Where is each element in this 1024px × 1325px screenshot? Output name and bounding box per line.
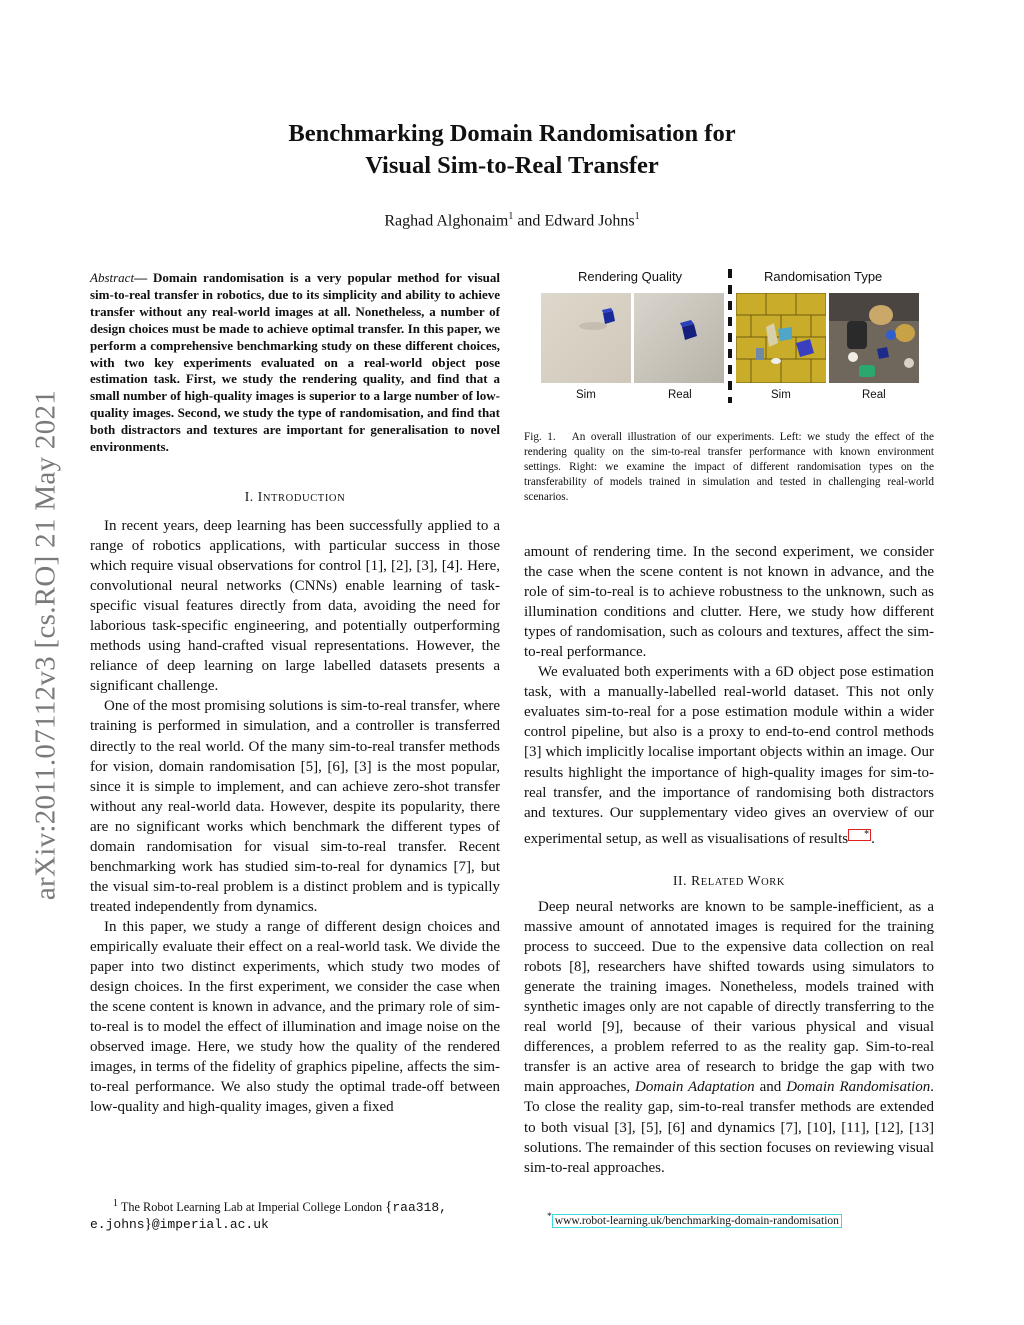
- figure-heading-rendering-quality: Rendering Quality: [578, 269, 683, 284]
- label-sim-2: Sim: [771, 389, 791, 401]
- image-randomisation-real: [829, 293, 919, 383]
- email-brace-close: }: [144, 1216, 152, 1233]
- introduction-body: [90, 516, 500, 1117]
- section-title-initial: R: [691, 873, 701, 888]
- affiliation-mark: 1: [634, 211, 640, 222]
- abstract-text: Domain randomisation is a very popular method for visual sim-to-real transfer in robotics, due to its simplicity and ability to achieve transfer without any real-world images at all. Nonetheless, a number of design choices must be made to achieve optimal transfer. In this paper, we perform a comprehensive benchmarking study on these different choices, with two key experiments evaluated on a real-world object pose estimation task. First, we study the rendering quality, and find that a small number of high-quality images is superior to a large number of low-quality images. Second, we study the type of randomisation, and find that both distractors and textures are important for generalisation to novel environments.: [90, 270, 500, 455]
- email-part-b: e.johns: [90, 1217, 145, 1233]
- section-number: II.: [672, 873, 688, 888]
- section-heading-introduction: [90, 489, 500, 505]
- email-brace-open: {: [385, 1199, 393, 1216]
- paragraph: [524, 897, 934, 1178]
- paragraph-text: We evaluated both experiments with a 6D object pose estimation task, with a manually-labelled real-world dataset. This not only evaluates sim-to-real for a pose estimation module within a wider control pipeline, but also is a proxy to end-to-end control methods [3] which implicitly localise important objects within an image. Our results highlight the importance of high-quality images for sim-to-real transfer, and the importance of randomising both distractors and textures. Our supplementary video gives an overview of our experimental setup, as well as visualisations of results: [524, 664, 934, 847]
- term-domain-adaptation: Domain Adaptation: [635, 1079, 755, 1096]
- figure-heading-randomisation-type: Randomisation Type: [764, 269, 883, 284]
- figure-1: [538, 265, 922, 415]
- label-real-2: Real: [862, 389, 886, 401]
- section-title-initial: W: [747, 873, 762, 888]
- title-line-2: Visual Sim-to-Real Transfer: [365, 152, 659, 179]
- abstract: [90, 270, 500, 456]
- paragraph: [524, 662, 934, 848]
- related-work-body: [524, 897, 934, 1178]
- figure-divider: [728, 269, 732, 403]
- author-1: Raghad Alghonaim: [384, 212, 509, 230]
- paper-title: [0, 118, 1024, 182]
- email-part-a: raa318,: [392, 1200, 447, 1216]
- title-line-1: Benchmarking Domain Randomisation for: [288, 120, 736, 147]
- paragraph: One of the most promising solutions is sim-to-real transfer, where training is performed in simulation, and a controller is transferred directly to the real world. Of the many sim-to-real transfer methods for vision, domain randomisation [5], [6], [3] is the most popular, since it is simple to implement, and can achieve zero-shot transfer without any real-world data. However, despite its popularity, there are no significant works which benchmark the different types of domain randomisation for visual sim-to-real transfer. Recent benchmarking work has studied sim-to-real for dynamics [7], but the visual sim-to-real problem is a distinct problem and is typically treated independently from dynamics.: [90, 698, 500, 915]
- abstract-label: Abstract: [90, 270, 135, 285]
- paragraph: amount of rendering time. In the second experiment, we consider the case when the scene content is not known in advance, and the role of sim-to-real is to achieve robustness to the unknown, such as illumination conditions and clutter. Here, we study how different types of randomisation, such as colours and textures, affect the sim-to-real performance.: [524, 544, 934, 661]
- paragraph-text: Deep neural networks are known to be sample-inefficient, as a massive amount of annotated images is required for the training process to succeed. Due to the expensive data collection on real robots [8], researchers have shifted towards using simulators to generate the training images. Nonetheless, models trained with synthetic images only are not capable of directly transferring to the real world [9], because of their various physical and visual differences, a problem referred to as the reality gap. Sim-to-real transfer is an active area of research to bridge the gap with two main approaches,: [524, 899, 934, 1096]
- section-title-rest: ORK: [761, 877, 786, 888]
- section-title-initial: I: [257, 489, 263, 504]
- term-domain-randomisation: Domain Randomisation: [786, 1079, 931, 1096]
- right-column-body: [524, 542, 934, 849]
- section-heading-related-work: [524, 873, 934, 889]
- section-title-rest: NTRODUCTION: [262, 493, 346, 504]
- image-rendering-real: [634, 293, 724, 383]
- paragraph-text: . To close the reality gap, sim-to-real transfer methods are extended to both visual [3], [5], [6] and dynamics [7], [10], [11], [12], [13] solutions. The remainder of this section focuses on reviewing visual sim-to-real approaches.: [524, 1079, 935, 1176]
- affiliation-mark: 1: [508, 211, 514, 222]
- image-rendering-sim: [541, 293, 631, 383]
- footnote-link[interactable]: *: [848, 829, 871, 841]
- footnote-url: [547, 1211, 842, 1228]
- section-number: I.: [244, 489, 254, 504]
- email-domain: @imperial.ac.uk: [151, 1217, 269, 1233]
- author-2: Edward Johns: [544, 212, 635, 230]
- label-real-1: Real: [668, 389, 692, 401]
- figure-caption: [524, 430, 934, 505]
- paragraph-end: .: [871, 830, 875, 847]
- author-and: and: [517, 212, 541, 230]
- footnote-mark: 1: [112, 1198, 118, 1209]
- project-url-link[interactable]: www.robot-learning.uk/benchmarking-domain-randomisation: [552, 1214, 842, 1228]
- paragraph: In recent years, deep learning has been successfully applied to a range of robotics applications, with particular success in those which require visual observations for control [1], [2], [3], [4]. Here, convolutional neural networks (CNNs) enable learning of task-specific visual features directly from data, avoiding the need for laborious task-specific engineering, and potentially outperforming methods using hand-crafted visual representations. However, the reliance of deep learning on large labelled datasets presents a significant challenge.: [90, 518, 500, 695]
- label-sim-1: Sim: [576, 389, 596, 401]
- footnote-lab: The Robot Learning Lab at Imperial College London: [120, 1200, 383, 1215]
- section-title-rest: ELATED: [700, 877, 744, 888]
- footnote-affiliation: [90, 1196, 504, 1233]
- caption-text: An overall illustration of our experiments. Left: we study the effect of the rendering quality on the sim-to-real transfer performance with known environment settings. Right: we examine the impact of different randomisation types on the transferability of models trained in simulation and tested in challenging real-world scenarios.: [524, 431, 934, 504]
- caption-label: Fig. 1.: [524, 431, 556, 443]
- paragraph: In this paper, we study a range of different design choices and empirically evaluate their effect on a real-world task. We divide the paper into two distinct experiments, which study two modes of design choices. In the first experiment, we consider the case when the scene content is known in advance, and the primary role of sim-to-real is to model the effect of illumination and image noise on the observed image. Here, we study how the quality of the rendered images, in terms of the fidelity of graphics pipeline, affects the sim-to-real performance. We also study the optimal trade-off between low-quality and high-quality images, given a fixed: [90, 918, 500, 1116]
- footnote-mark: *: [547, 1211, 552, 1222]
- image-randomisation-sim: [736, 293, 826, 383]
- authors: [0, 211, 1024, 230]
- arxiv-label: arXiv:2011.07112v3 [cs.RO] 21 May 2021: [29, 389, 62, 901]
- arxiv-identifier: [16, 345, 76, 945]
- paragraph-text: and: [759, 1079, 782, 1096]
- abstract-dash: —: [134, 270, 148, 285]
